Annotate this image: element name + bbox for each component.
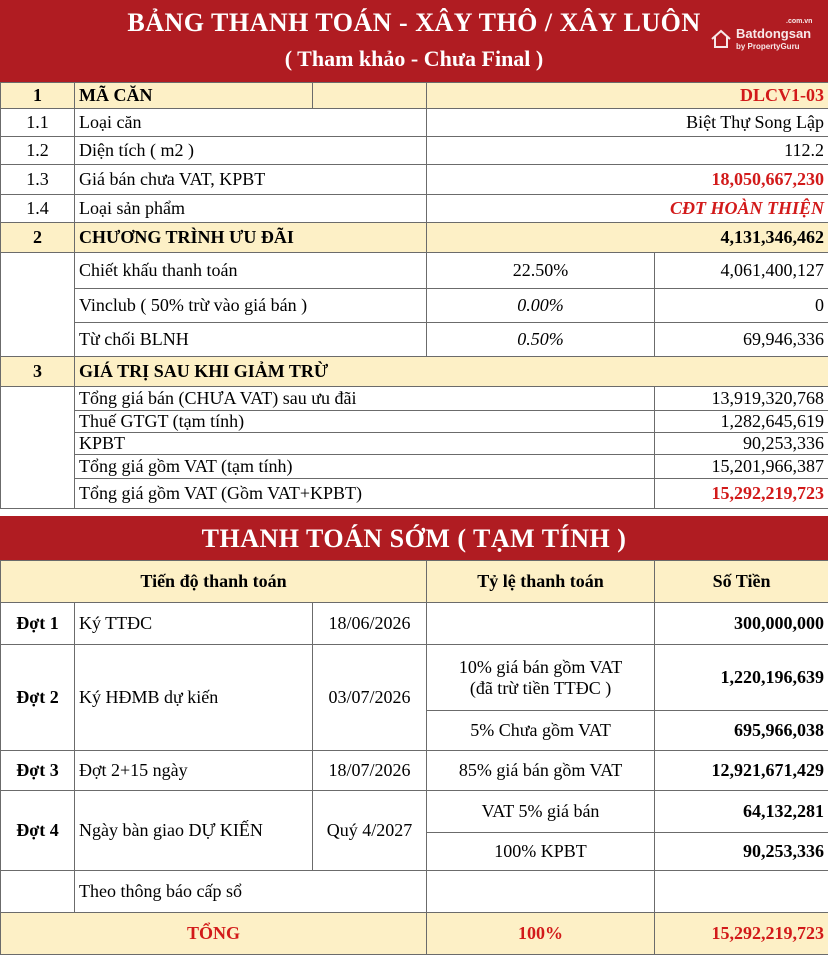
after-discount-row: KPBT 90,253,336: [1, 433, 828, 455]
total-amount: 15,292,219,723: [655, 913, 828, 955]
installment-row: Đợt 3 Đợt 2+15 ngày 18/07/2026 85% giá bán gồm VAT 12,921,671,429: [1, 751, 828, 791]
section-2-row: [1, 223, 828, 253]
rate-header: Tỷ lệ thanh toán: [427, 561, 655, 603]
after-discount-row: Tổng giá gồm VAT (tạm tính) 15,201,966,387: [1, 455, 828, 479]
promo-row: Chiết khấu thanh toán 22.50% 4,061,400,127: [1, 253, 828, 289]
promo-row: Vinclub ( 50% trừ vào giá bán ) 0.00% 0: [1, 289, 828, 323]
installment-row: Đợt 1 Ký TTĐC 18/06/2026 300,000,000: [1, 603, 828, 645]
installment-row: Theo thông báo cấp sổ: [1, 871, 828, 913]
total-row: [1, 913, 828, 955]
schedule-header-row: [1, 561, 828, 603]
after-discount-row: Tổng giá bán (CHƯA VAT) sau ưu đãi 13,919,320,768: [1, 387, 828, 411]
progress-header: Tiến độ thanh toán: [1, 561, 427, 603]
total-label: TỔNG: [1, 913, 427, 955]
watermark-tld: .com.vn: [786, 18, 813, 25]
title-banner: [0, 0, 828, 82]
base-price-value: 18,050,667,230: [427, 165, 828, 195]
amount-header: Số Tiền: [655, 561, 828, 603]
schedule-title-banner: THANH TOÁN SỚM ( TẠM TÍNH ): [0, 516, 828, 560]
grand-total-value: 15,292,219,723: [655, 479, 828, 509]
section-number: 3: [1, 357, 75, 387]
info-table: [0, 82, 828, 509]
installment-row: Đợt 4 Ngày bàn giao DỰ KIẾN Quý 4/2027 VAT 5% giá bán 64,132,281: [1, 791, 828, 833]
document-subtitle: ( Tham khảo - Chưa Final ): [284, 46, 544, 71]
promo-row: Từ chối BLNH 0.50% 69,946,336: [1, 323, 828, 357]
info-row: 1.4 Loại sản phẩm CĐT HOÀN THIỆN: [1, 195, 828, 223]
section-3-row: [1, 357, 828, 387]
product-type-value: CĐT HOÀN THIỆN: [427, 195, 828, 223]
total-rate: 100%: [427, 913, 655, 955]
section-label: CHƯƠNG TRÌNH ƯU ĐÃI: [75, 223, 427, 253]
document-title: BẢNG THANH TOÁN - XÂY THÔ / XÂY LUÔN: [127, 8, 701, 37]
watermark-sub: by PropertyGuru: [736, 42, 800, 51]
unit-code: DLCV1-03: [427, 83, 828, 109]
section-number: 2: [1, 223, 75, 253]
promo-total-value: 4,131,346,462: [427, 223, 828, 253]
section-1-row: [1, 83, 828, 109]
area-value: 112.2: [427, 137, 828, 165]
unit-type-value: Biệt Thự Song Lập: [427, 109, 828, 137]
watermark-name: Batdongsan: [736, 26, 812, 41]
section-label: MÃ CĂN: [75, 83, 313, 109]
batdongsan-watermark: [710, 18, 820, 56]
info-row: 1.2 Diện tích ( m2 ) 112.2: [1, 137, 828, 165]
section-label: GIÁ TRỊ SAU KHI GIẢM TRỪ: [75, 357, 828, 387]
after-discount-row: Thuế GTGT (tạm tính) 1,282,645,619: [1, 411, 828, 433]
section-number: 1: [1, 83, 75, 109]
installment-subrow: 100% KPBT 90,253,336: [1, 833, 828, 871]
house-logo-icon: [710, 28, 732, 50]
info-row: 1.3 Giá bán chưa VAT, KPBT 18,050,667,230: [1, 165, 828, 195]
info-row: 1.1 Loại căn Biệt Thự Song Lập: [1, 109, 828, 137]
payment-schedule-table: [0, 560, 828, 955]
after-discount-row: Tổng giá gồm VAT (Gồm VAT+KPBT) 15,292,219,723: [1, 479, 828, 509]
installment-row: Đợt 2 Ký HĐMB dự kiến 03/07/2026 10% giá bán gồm VAT (đã trừ tiền TTĐC ) 1,220,196,639: [1, 645, 828, 711]
installment-subrow: 5% Chưa gồm VAT 695,966,038: [1, 711, 828, 751]
